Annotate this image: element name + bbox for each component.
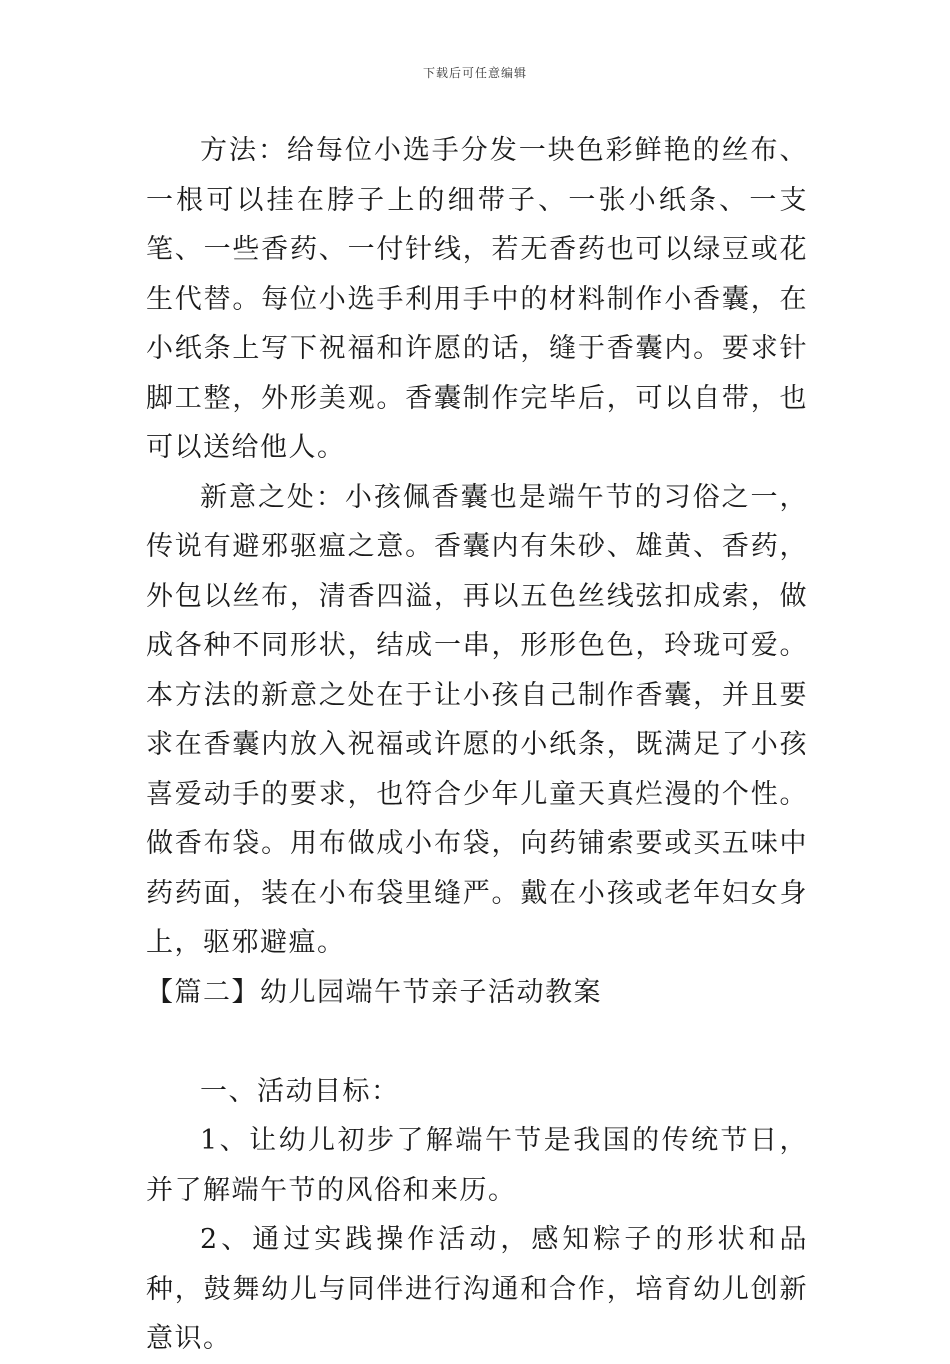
goal-item-2: 2、通过实践操作活动，感知粽子的形状和品种，鼓舞幼儿与同伴进行沟通和合作，培育幼儿创新意识。 [146, 1224, 808, 1354]
goals-heading: 一、活动目标： [200, 1075, 400, 1107]
document-body [146, 126, 808, 1364]
paragraph-novelty: 新意之处：小孩佩香囊也是端午节的习俗之一，传说有避邪驱瘟之意。香囊内有朱砂、雄黄、香药，外包以丝布，清香四溢，再以五色丝线弦扣成索，做成各种不同形状，结成一串，形形色色，玲珑可爱。本方法的新意之处在于让小孩自己制作香囊，并且要求在香囊内放入祝福或许愿的小纸条，既满足了小孩喜爱动手的要求，也符合少年儿童天真烂漫的个性。做香布袋。用布做成小布袋，向药铺索要或买五味中药药面，装在小布袋里缝严。戴在小孩或老年妇女身上，驱邪避瘟。 [146, 481, 808, 958]
paragraph-method: 方法：给每位小选手分发一块色彩鲜艳的丝布、一根可以挂在脖子上的细带子、一张小纸条、一支笔、一些香药、一付针线，若无香药也可以绿豆或花生代替。每位小选手利用手中的材料制作小香囊，在小纸条上写下祝福和许愿的话，缝于香囊内。要求针脚工整，外形美观。香囊制作完毕后，可以自带，也可以送给他人。 [146, 135, 808, 463]
goal-item-1: 1、让幼儿初步了解端午节是我国的传统节日，并了解端午节的风俗和来历。 [146, 1125, 808, 1206]
page-header: 下载后可任意编辑 [422, 66, 527, 80]
blank-line [146, 1017, 808, 1067]
section-title: 【篇二】幼儿园端午节亲子活动教案 [146, 976, 602, 1008]
